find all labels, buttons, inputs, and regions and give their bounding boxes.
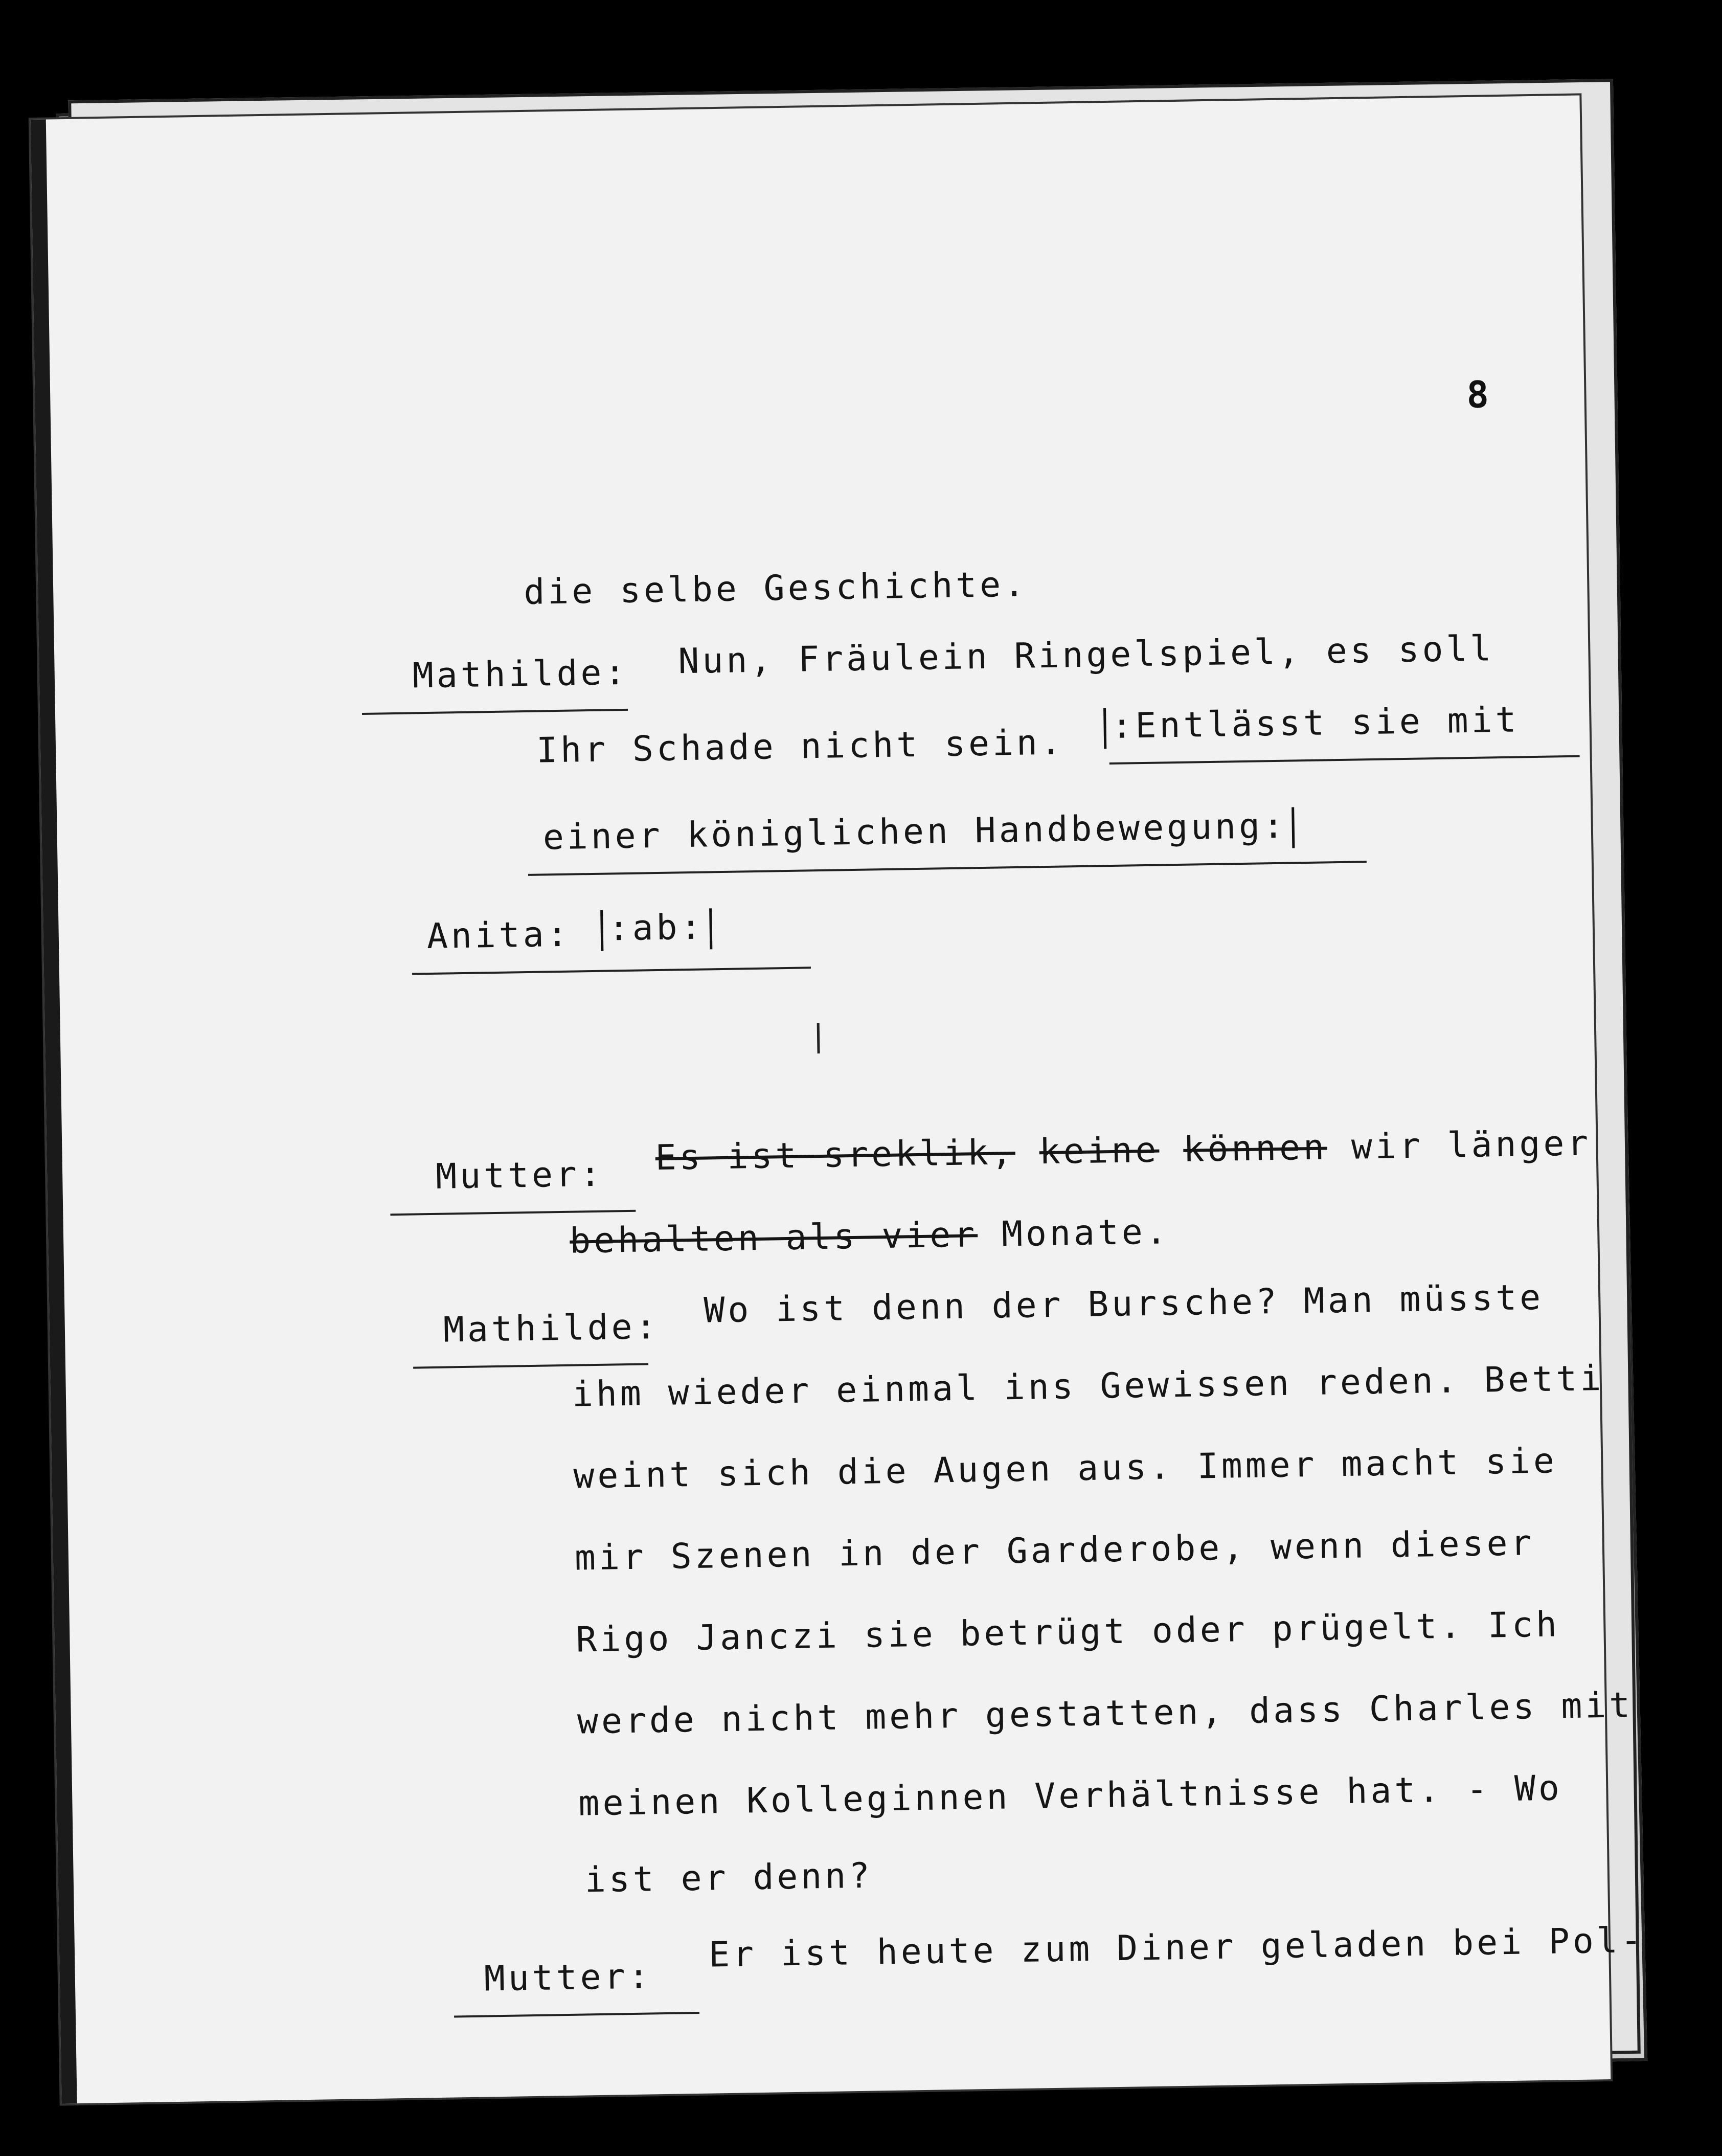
speaker-label: Mutter: <box>484 1956 653 2000</box>
typescript-page <box>31 95 1645 2103</box>
speaker-underline <box>454 2012 699 2018</box>
direction-bar <box>600 910 603 951</box>
struck-text: keine <box>1039 1130 1160 1173</box>
struck-text: können <box>1183 1127 1328 1170</box>
direction-text: einer königlichen Handbewegung: <box>542 805 1287 858</box>
speaker-underline <box>412 967 811 975</box>
direction-bar <box>709 909 712 950</box>
speaker-underline <box>413 1363 648 1368</box>
speaker-underline <box>362 709 628 715</box>
speaker-label: Mathilde: <box>443 1307 660 1351</box>
stage-direction <box>1098 700 1520 749</box>
direction-underline <box>528 861 1367 876</box>
stage-direction <box>595 907 717 951</box>
text-line: die selbe Geschichte. <box>523 564 1028 613</box>
text-line: Wo ist denn der Bursche? Man müsste <box>703 1277 1544 1331</box>
stage-direction <box>542 805 1300 860</box>
text-fragment: Monate. <box>1001 1211 1170 1255</box>
speaker-underline <box>390 1210 636 1216</box>
text-line: Er ist heute zum Diner geladen bei Pol- <box>708 1920 1645 1975</box>
direction-underline <box>1109 755 1580 765</box>
direction-text: :ab: <box>608 907 705 949</box>
text-line: Ihr Schade nicht sein. <box>536 722 1065 771</box>
margin-mark <box>817 1023 820 1053</box>
text-line: Rigo Janczi sie betrügt oder prügelt. Ich <box>575 1604 1560 1660</box>
text-line: ihm wieder einmal ins Gewissen reden. Betti <box>572 1358 1604 1415</box>
speaker-label: Mathilde: <box>412 652 629 697</box>
text-line: weint sich die Augen aus. Immer macht sie <box>573 1441 1558 1497</box>
text-line <box>655 1123 1592 1178</box>
text-line: Nun, Fräulein Ringelspiel, es soll <box>677 628 1494 682</box>
text-line: mir Szenen in der Garderobe, wenn dieser <box>574 1523 1535 1579</box>
text-fragment: wir länger <box>1351 1123 1592 1167</box>
direction-bar <box>1103 708 1106 749</box>
text-line: werde nicht mehr gestatten, dass Charles mit <box>577 1685 1634 1742</box>
direction-text: :Entlässt sie mit <box>1111 700 1520 747</box>
struck-text: Es ist sreklik, <box>655 1132 1016 1179</box>
struck-text: behalten als vier <box>569 1215 978 1262</box>
direction-bar <box>1292 807 1295 848</box>
speaker-label: Mutter: <box>435 1154 604 1197</box>
text-line <box>570 1211 1170 1261</box>
page-number: 8 <box>1466 373 1489 416</box>
text-line: ist er denn? <box>584 1855 873 1901</box>
text-line: meinen Kolleginnen Verhältnisse hat. - Wo <box>578 1768 1563 1824</box>
speaker-label: Anita: <box>426 914 572 957</box>
